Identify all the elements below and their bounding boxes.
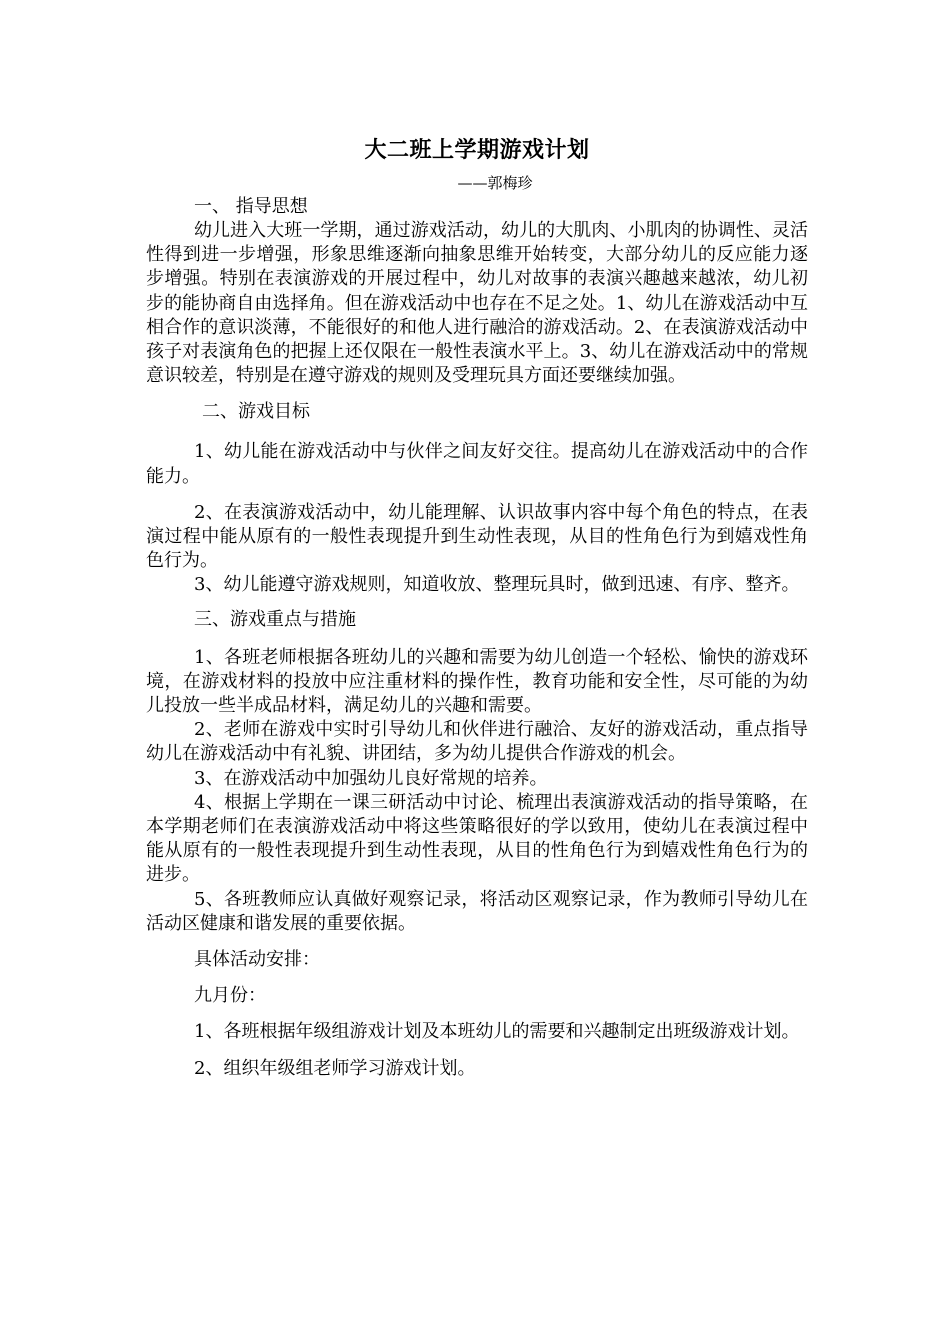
goal-item: 1、幼儿能在游戏活动中与伙伴之间友好交往。提高幼儿在游戏活动中的合作能力。 [146, 441, 808, 487]
schedule-item: 1、各班根据年级组游戏计划及本班幼儿的需要和兴趣制定出班级游戏计划。 [194, 1021, 800, 1043]
section-heading-game-goals: 二、游戏目标 [202, 401, 310, 423]
section-paragraph-guiding-thought: 幼儿进入大班一学期，通过游戏活动，幼儿的大肌肉、小肌肉的协调性、灵活性得到进一步增强，形象思维逐渐向抽象思维开始转变，大部分幼儿的反应能力逐步增强。特别在表演游戏的开展过程中，幼儿对故事的表演兴趣越来越浓，幼儿初步的能协商自由选择角。但在游戏活动中也存在不足之处。1、幼儿在游戏活动中互相合作的意识淡薄，不能很好的和他人进行融洽的游戏活动。2、在表演游戏活动中孩子对表演角色的把握上还仅限在一般性表演水平上。3、幼儿在游戏活动中的常规意识较差，特别是在遵守游戏的规则及受理玩具方面还要继续加强。 [146, 220, 808, 387]
measure-item: 5、各班教师应认真做好观察记录，将活动区观察记录，作为教师引导幼儿在活动区健康和谐发展的重要依据。 [146, 888, 808, 934]
section-heading-focus-measures: 三、游戏重点与措施 [194, 608, 356, 630]
measure-item: 4、根据上学期在一课三研活动中讨论、梳理出表演游戏活动的指导策略，在本学期老师们在表演游戏活动中将这些策略很好的学以致用，使幼儿在表演过程中能从原有的一般性表现提升到生动性表现，从目的性角色行为到嬉戏性角色行为的进步。 [146, 791, 808, 886]
measure-item: 1、各班老师根据各班幼儿的兴趣和需要为幼儿创造一个轻松、愉快的游戏环境，在游戏材料的投放中应注重材料的操作性，教育功能和安全性，尽可能的为幼儿投放一些半成品材料，满足幼儿的兴趣和需要。 [146, 646, 808, 717]
schedule-month: 九月份： [194, 985, 266, 1007]
section-heading-guiding-thought: 一、 指导思想 [194, 196, 308, 217]
document-title: 大二班上学期游戏计划 [364, 138, 590, 163]
document-author: ——郭梅珍 [457, 174, 533, 192]
goal-item: 3、幼儿能遵守游戏规则，知道收放、整理玩具时，做到迅速、有序、整齐。 [194, 574, 800, 596]
schedule-heading: 具体活动安排： [194, 949, 320, 971]
schedule-item: 2、组织年级组老师学习游戏计划。 [194, 1057, 476, 1079]
document-body [146, 137, 808, 1093]
measure-item: 3、在游戏活动中加强幼儿良好常规的培养。 [194, 767, 548, 789]
goal-item: 2、在表演游戏活动中，幼儿能理解、认识故事内容中每个角色的特点，在表演过程中能从原有的一般性表现提升到生动性表现，从目的性角色行为到嬉戏性角色行为。 [146, 501, 808, 572]
measure-item: 2、老师在游戏中实时引导幼儿和伙伴进行融洽、友好的游戏活动，重点指导幼儿在游戏活动中有礼貌、讲团结，多为幼儿提供合作游戏的机会。 [146, 719, 808, 765]
